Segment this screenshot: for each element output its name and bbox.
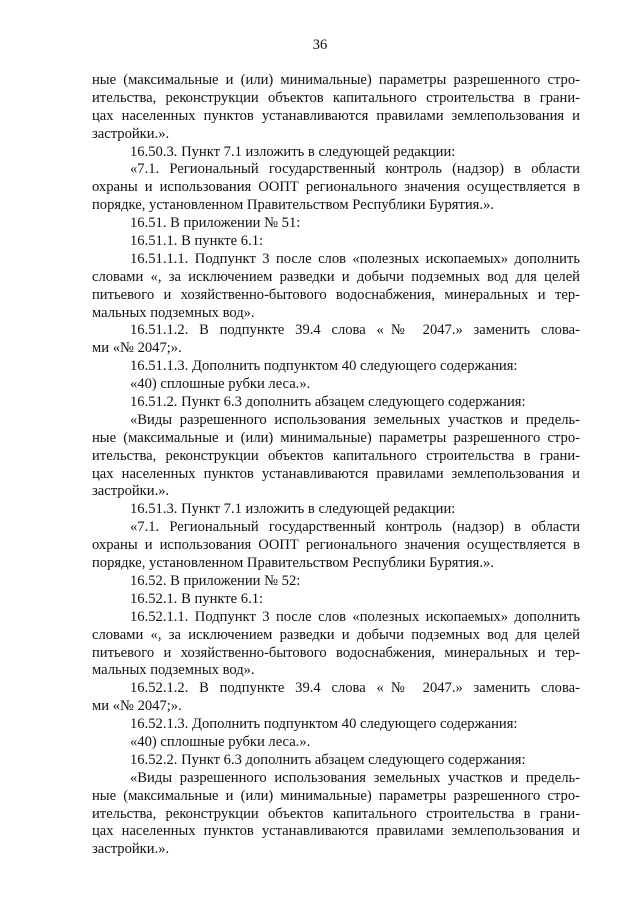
text-line: порядке, установленном Правительством Республики Бурятия.». xyxy=(92,197,494,214)
text-line: «7.1. Региональный государственный контроль (надзор) в области xyxy=(130,161,580,178)
text-line: мальных подземных вод». xyxy=(92,662,255,679)
text-line: питьевого и хозяйственно-бытового водоснабжения, минеральных и тер- xyxy=(92,644,580,661)
text-line: 16.50.3. Пункт 7.1 изложить в следующей редакции: xyxy=(130,143,456,160)
text-line: охраны и использования ООПТ регионального значения осуществляется в xyxy=(92,179,580,196)
text-line: застройки.». xyxy=(92,841,170,858)
text-line: ные (максимальные и (или) минимальные) параметры разрешенного стро- xyxy=(92,787,580,804)
text-line: «40) сплошные рубки леса.». xyxy=(130,733,311,750)
text-line: мальных подземных вод». xyxy=(92,304,255,321)
text-line: 16.52.1. В пункте 6.1: xyxy=(130,590,264,607)
text-line: 16.51. В приложении № 51: xyxy=(130,215,301,232)
text-line: 16.51.1. В пункте 6.1: xyxy=(130,233,264,250)
text-line: цах населенных пунктов устанавливаются правилами землепользования и xyxy=(92,465,580,482)
page-number: 36 xyxy=(312,37,328,53)
text-line: цах населенных пунктов устанавливаются правилами землепользования и xyxy=(92,823,580,840)
text-line: «Виды разрешенного использования земельных участков и предель- xyxy=(130,769,580,786)
text-line: ительства, реконструкции объектов капитального строительства в грани- xyxy=(92,89,580,106)
text-line: словами «, за исключением разведки и добычи подземных вод для целей xyxy=(92,268,580,285)
text-line: 16.52.1.2. В подпункте 39.4 слова «№ 2047.» заменить слова- xyxy=(130,680,580,697)
text-line: застройки.». xyxy=(92,125,170,142)
text-line: 16.51.1.1. Подпункт 3 после слов «полезных ископаемых» дополнить xyxy=(130,250,580,267)
text-line: 16.52.1.3. Дополнить подпунктом 40 следующего содержания: xyxy=(130,716,518,733)
text-line: 16.52.1.1. Подпункт 3 после слов «полезных ископаемых» дополнить xyxy=(130,608,580,625)
text-line: питьевого и хозяйственно-бытового водоснабжения, минеральных и тер- xyxy=(92,286,580,303)
text-line: 16.51.1.3. Дополнить подпунктом 40 следующего содержания: xyxy=(130,358,518,375)
text-line: ми «№ 2047;». xyxy=(92,698,182,715)
text-line: застройки.». xyxy=(92,483,170,500)
text-line: ительства, реконструкции объектов капитального строительства в грани- xyxy=(92,447,580,464)
text-line: охраны и использования ООПТ регионального значения осуществляется в xyxy=(92,537,580,554)
text-line: порядке, установленном Правительством Республики Бурятия.». xyxy=(92,555,494,572)
text-line: ные (максимальные и (или) минимальные) параметры разрешенного стро- xyxy=(92,429,580,446)
text-line: 16.52. В приложении № 52: xyxy=(130,572,301,589)
text-line: цах населенных пунктов устанавливаются правилами землепользования и xyxy=(92,107,580,124)
text-line: ные (максимальные и (или) минимальные) параметры разрешенного стро- xyxy=(92,72,580,88)
document-body xyxy=(92,72,580,859)
text-line: «40) сплошные рубки леса.». xyxy=(130,376,311,393)
text-line: 16.51.1.2. В подпункте 39.4 слова «№ 2047.» заменить слова- xyxy=(130,322,580,339)
text-line: 16.51.2. Пункт 6.3 дополнить абзацем следующего содержания: xyxy=(130,394,526,411)
text-line: ительства, реконструкции объектов капитального строительства в грани- xyxy=(92,805,580,822)
text-line: словами «, за исключением разведки и добычи подземных вод для целей xyxy=(92,626,580,643)
text-line: «Виды разрешенного использования земельных участков и предель- xyxy=(130,411,580,428)
text-line: ми «№ 2047;». xyxy=(92,340,182,357)
text-line: 16.51.3. Пункт 7.1 изложить в следующей редакции: xyxy=(130,501,456,518)
text-line: 16.52.2. Пункт 6.3 дополнить абзацем следующего содержания: xyxy=(130,751,526,768)
text-line: «7.1. Региональный государственный контроль (надзор) в области xyxy=(130,519,580,536)
